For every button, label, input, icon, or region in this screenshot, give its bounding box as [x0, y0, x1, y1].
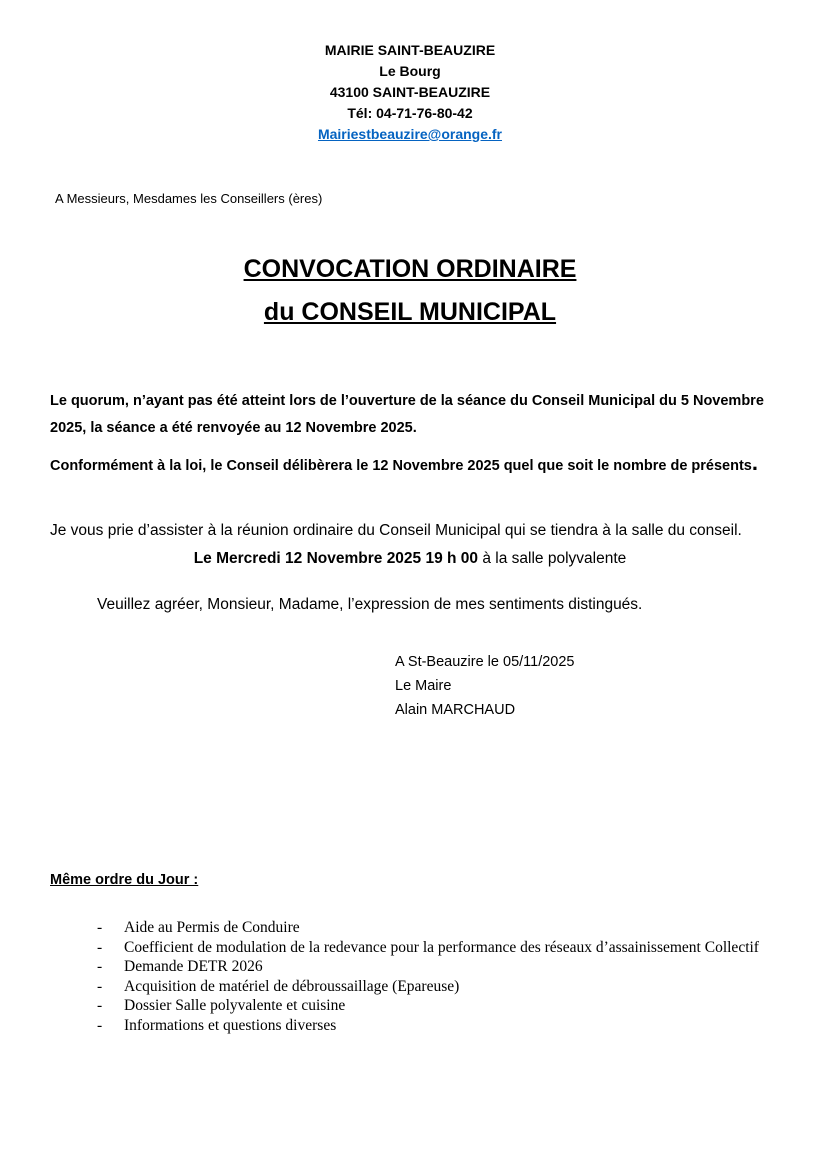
meeting-place: à la salle polyvalente — [478, 550, 627, 567]
agenda-item — [97, 957, 770, 977]
letterhead-email-row — [50, 124, 770, 145]
letterhead-street: Le Bourg — [379, 63, 441, 79]
agenda-bullet: - — [97, 919, 103, 936]
letterhead-phone: Tél: 04-71-76-80-42 — [347, 105, 473, 121]
agenda-item-text: Coefficient de modulation de la redevance pour la performance des réseaux d’assainissement Collectif — [124, 938, 759, 956]
letterhead — [50, 40, 770, 145]
agenda-item-text: Dossier Salle polyvalente et cuisine — [124, 997, 346, 1014]
agenda-item — [97, 996, 770, 1016]
agenda-item — [97, 918, 770, 938]
agenda-item — [97, 938, 770, 958]
signature-name: Alain MARCHAUD — [395, 702, 516, 718]
paragraph-conformement — [50, 449, 770, 480]
agenda-item-text: Aide au Permis de Conduire — [124, 919, 300, 936]
signature-role: Le Maire — [395, 678, 452, 694]
paragraph-conformement-period: . — [751, 450, 758, 475]
paragraph-conformement-text: Conformément à la loi, le Conseil délibèrera le 12 Novembre 2025 quel que soit le nombre de présents — [50, 458, 752, 474]
letterhead-city: 43100 SAINT-BEAUZIRE — [329, 84, 491, 100]
document-title-line2: du CONSEIL MUNICIPAL — [263, 298, 557, 326]
document-title — [50, 248, 770, 334]
paragraph-invitation: Je vous prie d’assister à la réunion ordinaire du Conseil Municipal qui se tiendra à la salle du conseil. — [50, 522, 742, 539]
agenda-item — [97, 1016, 770, 1036]
meeting-date: Le Mercredi 12 Novembre 2025 19 h 00 — [193, 550, 479, 567]
agenda-item — [97, 977, 770, 997]
meeting-line — [50, 550, 770, 568]
salutation: A Messieurs, Mesdames les Conseillers (ères) — [55, 191, 323, 206]
signature-place-date: A St-Beauzire le 05/11/2025 — [395, 654, 575, 670]
agenda-item-text: Acquisition de matériel de débroussaillage (Epareuse) — [124, 977, 460, 995]
document-title-line1: CONVOCATION ORDINAIRE — [243, 255, 577, 283]
agenda-bullet: - — [97, 997, 103, 1014]
paragraph-closing: Veuillez agréer, Monsieur, Madame, l’expression de mes sentiments distingués. — [97, 596, 643, 613]
agenda-bullet: - — [97, 977, 103, 995]
paragraph-quorum: Le quorum, n’ayant pas été atteint lors de l’ouverture de la séance du Conseil Municipal du 5 Novembre 2025, la séance a été renvoyée au 12 Novembre 2025. — [50, 393, 764, 436]
agenda-item-text: Informations et questions diverses — [124, 1016, 337, 1034]
email-link[interactable]: Mairiestbeauzire@orange.fr — [317, 126, 503, 142]
agenda-bullet: - — [97, 1016, 103, 1034]
agenda-bullet: - — [97, 958, 103, 975]
signature-block — [395, 650, 770, 722]
agenda-item-text: Demande DETR 2026 — [124, 958, 263, 975]
agenda-bullet: - — [97, 938, 103, 956]
agenda-list — [50, 918, 770, 1035]
agenda-heading: Même ordre du Jour : — [50, 872, 199, 888]
letterhead-name: MAIRIE SAINT-BEAUZIRE — [324, 42, 496, 58]
